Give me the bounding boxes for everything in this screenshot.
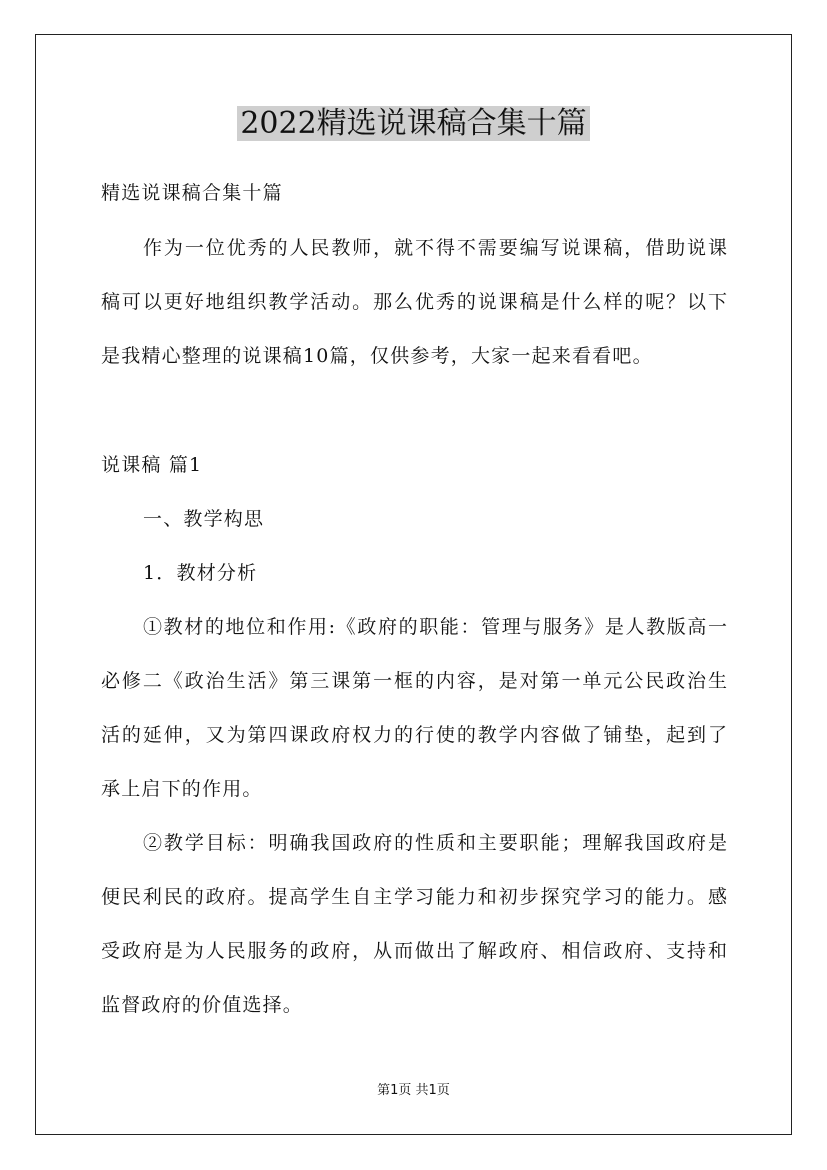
para2-line-1: ②教学目标：明确我国政府的性质和主要职能；理解我国政府是 bbox=[143, 832, 727, 854]
para2-line-3: 受政府是为人民服务的政府，从而做出了解政府、相信政府、支持和 bbox=[101, 940, 727, 962]
intro-line-3: 是我精心整理的说课稿10篇，仅供参考，大家一起来看看吧。 bbox=[101, 345, 653, 367]
intro-line-2: 稿可以更好地组织教学活动。那么优秀的说课稿是什么样的呢？以下 bbox=[101, 291, 727, 313]
page-footer: 第1页 共1页 bbox=[377, 1083, 450, 1098]
document-title: 2022精选说课稿合集十篇 bbox=[0, 104, 827, 144]
para1-line-1: ①教材的地位和作用:《政府的职能：管理与服务》是人教版高一 bbox=[143, 616, 727, 638]
para2-line-2: 便民利民的政府。提高学生自主学习能力和初步探究学习的能力。感 bbox=[101, 886, 727, 908]
subtitle: 精选说课稿合集十篇 bbox=[101, 182, 283, 204]
intro-line-1: 作为一位优秀的人民教师，就不得不需要编写说课稿，借助说课 bbox=[143, 237, 727, 259]
part-heading: 一、教学构思 bbox=[143, 508, 265, 530]
sub-heading: 1．教材分析 bbox=[143, 562, 258, 584]
para1-line-3: 活的延伸，又为第四课政府权力的行使的教学内容做了铺垫，起到了 bbox=[101, 724, 727, 746]
section-heading: 说课稿 篇1 bbox=[101, 454, 203, 476]
document-body bbox=[101, 177, 727, 1021]
para2-line-4: 监督政府的价值选择。 bbox=[101, 994, 304, 1016]
para1-line-4: 承上启下的作用。 bbox=[101, 778, 263, 800]
para1-line-2: 必修二《政治生活》第三课第一框的内容，是对第一单元公民政治生 bbox=[101, 670, 727, 692]
